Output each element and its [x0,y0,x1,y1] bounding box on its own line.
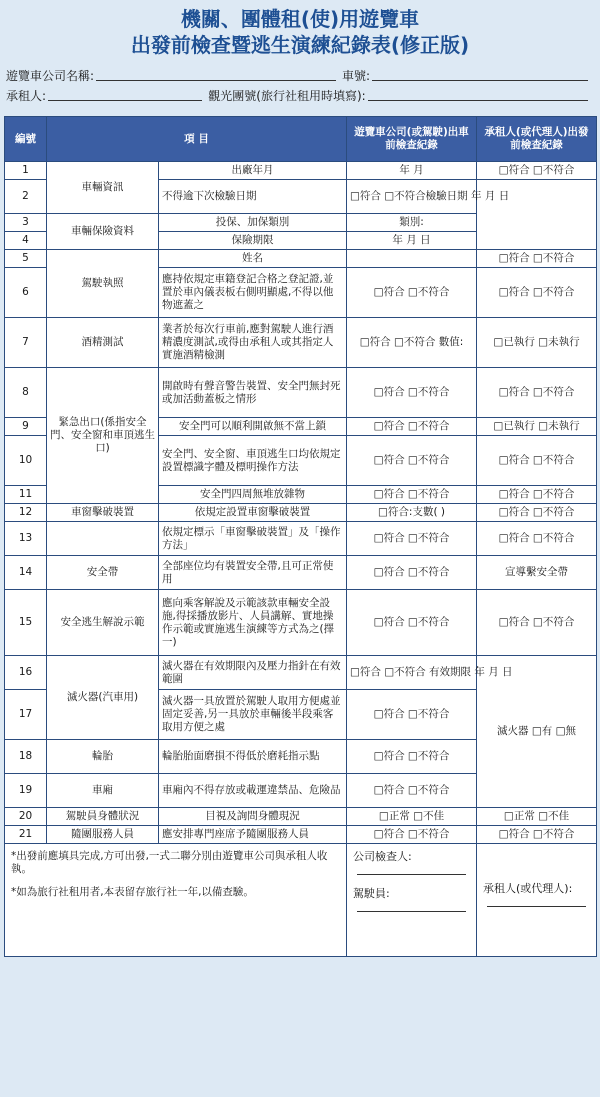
row-number: 13 [5,522,47,556]
checklist-table [4,116,597,957]
row-number: 15 [5,590,47,656]
note-1: *出發前應填具完成,方可出發,一式二聯分別由遊覽車公司與承租人收執。 [11,850,328,875]
row-number: 17 [5,690,47,740]
company-check-cell[interactable]: □符合 □不符合 [347,774,477,808]
row-item: 業者於每次行車前,應對駕駛人進行酒精濃度測試,或得由承租人或其指定人實施酒精檢測 [159,318,347,368]
row-number: 21 [5,826,47,844]
company-check-cell[interactable]: 年 月 [347,162,477,180]
renter-check-cell[interactable]: □符合 □不符合 [477,436,597,486]
company-check-cell[interactable]: □符合:支數( ) [347,504,477,522]
row-number: 4 [5,232,47,250]
row-category: 輪胎 [47,740,159,774]
header-no: 編號 [5,117,47,162]
row-item: 安全門可以順利開啟無不當上鎖 [159,418,347,436]
row-number: 11 [5,486,47,504]
table-header-row [5,117,597,162]
renter-check-cell[interactable]: □符合 □不符合 [477,486,597,504]
renter-signature-line[interactable] [487,905,586,907]
header-item: 項 目 [47,117,347,162]
row-item: 應安排專門座席予隨團服務人員 [159,826,347,844]
company-check-cell[interactable]: □符合 □不符合 [347,690,477,740]
row-item: 應向乘客解說及示範該款車輛安全設施,得採播放影片、人員講解、實地操作示範或實施逃生演練等方式為之(擇一) [159,590,347,656]
renter-check-cell[interactable]: 宣導繫安全帶 [477,556,597,590]
row-item: 車廂內不得存放或載運違禁品、危險品 [159,774,347,808]
renter-check-cell[interactable]: □已執行 □未執行 [477,418,597,436]
row-number: 1 [5,162,47,180]
renter-field[interactable] [48,99,202,101]
row-number: 2 [5,180,47,214]
row-item: 安全門、安全窗、車頂逃生口均依規定設置標識字體及標明操作方法 [159,436,347,486]
table-row [5,556,597,590]
row-category: 緊急出口(係指安全門、安全窗和車頂逃生口) [47,368,159,504]
row-item: 保險期限 [159,232,347,250]
row-item: 出廠年月 [159,162,347,180]
renter-check-cell[interactable]: □正常 □不佳 [477,808,597,826]
row-number: 16 [5,656,47,690]
table-row [5,522,597,556]
row-number: 3 [5,214,47,232]
table-row [5,826,597,844]
table-row [5,318,597,368]
company-check-cell[interactable]: □符合 □不符合 有效期限 年 月 日 [347,656,477,690]
row-item: 姓名 [159,250,347,268]
renter-check-cell[interactable]: □符合 □不符合 [477,504,597,522]
row-number: 8 [5,368,47,418]
row-number: 10 [5,436,47,486]
row-item: 應持依規定車籍登記合格之登記證,並置於車內儀表板右側明顯處,不得以他物遮蓋之 [159,268,347,318]
company-check-cell[interactable]: □符合 □不符合 [347,268,477,318]
company-field[interactable] [96,79,336,81]
row-category: 駕駛員身體狀況 [47,808,159,826]
company-check-cell[interactable]: □符合 □不符合 [347,418,477,436]
row-number: 5 [5,250,47,268]
table-row [5,368,597,418]
renter-check-cell[interactable]: □符合 □不符合 [477,826,597,844]
row-item: 投保、加保類別 [159,214,347,232]
row-item: 輪胎胎面磨損不得低於磨耗指示點 [159,740,347,774]
company-check-cell[interactable]: □符合 □不符合 [347,436,477,486]
company-check-cell[interactable]: 年 月 日 [347,232,477,250]
plate-field[interactable] [372,79,588,81]
company-check-cell[interactable] [347,250,477,268]
row-number: 18 [5,740,47,774]
row-category: 車廂 [47,774,159,808]
group-label: 觀光團號(旅行社租用時填寫): [208,89,366,103]
header-renter-check: 承租人(或代理人)出發前檢查紀錄 [477,117,597,162]
company-check-cell[interactable]: □符合 □不符合 [347,826,477,844]
title-line1: 機關、團體租(使)用遊覽車 [180,7,420,31]
table-row [5,250,597,268]
notes-cell [5,844,347,957]
row-number: 9 [5,418,47,436]
row-category: 車輛保險資料 [47,214,159,250]
company-label: 遊覽車公司名稱: [6,69,95,83]
row-category: 酒精測試 [47,318,159,368]
driver-label: 駕駛員: [353,887,390,900]
row-category: 車輛資訊 [47,162,159,214]
table-row [5,590,597,656]
company-check-cell[interactable]: □符合 □不符合 [347,368,477,418]
renter-check-cell[interactable]: □符合 □不符合 [477,162,597,180]
table-body [5,162,597,844]
plate-label: 車號: [342,69,371,83]
row-item: 目視及詢問身體現況 [159,808,347,826]
company-check-cell[interactable]: □符合 □不符合 [347,522,477,556]
title-line2: 出發前檢查暨逃生演練紀錄表(修正版) [130,33,470,57]
company-check-cell[interactable]: □符合 □不符合 [347,740,477,774]
row-number: 19 [5,774,47,808]
row-category: 車窗擊破裝置 [47,504,159,522]
table-row [5,656,597,690]
company-signature-cell [347,844,477,957]
table-row [5,162,597,180]
group-field[interactable] [368,99,588,101]
company-check-cell[interactable]: □符合 □不符合 [347,556,477,590]
header-fields [0,64,600,104]
row-number: 12 [5,504,47,522]
driver-signature-line[interactable] [357,910,466,912]
renter-check-cell[interactable]: □符合 □不符合 [477,268,597,318]
row-item: 依規定標示「車窗擊破裝置」及「操作方法」 [159,522,347,556]
renter-signature-cell [477,844,597,957]
renter-check-cell[interactable]: □符合 □不符合 [477,590,597,656]
renter-check-cell[interactable]: □符合 □不符合 [477,250,597,268]
footer-row [5,844,597,957]
row-category: 安全逃生解說示範 [47,590,159,656]
renter-check-cell[interactable]: 滅火器 □有 □無 [477,656,597,808]
company-check-cell[interactable]: □符合 □不符合 [347,486,477,504]
row-item: 依規定設置車窗擊破裝置 [159,504,347,522]
renter-check-cell[interactable]: □符合 □不符合 [477,368,597,418]
row-item: 全部座位均有裝置安全帶,且可正常使用 [159,556,347,590]
company-check-cell[interactable]: 類別: [347,214,477,232]
row-number: 7 [5,318,47,368]
table-row [5,808,597,826]
row-item: 不得逾下次檢驗日期 [159,180,347,214]
company-check-cell[interactable]: □符合 □不符合 [347,590,477,656]
row-category: 隨團服務人員 [47,826,159,844]
inspector-label: 公司檢查人: [353,850,412,863]
renter-label: 承租人: [6,89,47,103]
company-check-cell[interactable]: □正常 □不佳 [347,808,477,826]
row-item: 安全門四周無堆放雜物 [159,486,347,504]
row-item: 開啟時有聲音警告裝置、安全門無封死或加活動蓋板之情形 [159,368,347,418]
row-item: 滅火器在有效期限內及壓力指針在有效範圍 [159,656,347,690]
row-number: 20 [5,808,47,826]
table-row [5,504,597,522]
note-2: *如為旅行社租用者,本表留存旅行社一年,以備查驗。 [11,886,254,898]
company-check-cell[interactable]: □符合 □不符合 數值: [347,318,477,368]
inspector-signature-line[interactable] [357,873,466,875]
renter-check-cell[interactable]: □符合 □不符合 [477,522,597,556]
header-company-check: 遊覽車公司(或駕駛)出車前檢查紀錄 [347,117,477,162]
renter-sign-label: 承租人(或代理人): [483,881,573,895]
row-category [47,522,159,556]
row-category: 滅火器(汽車用) [47,656,159,740]
row-item: 滅火器一具放置於駕駛人取用方便處並固定妥善,另一具放於車輛後半段乘客取用方便之處 [159,690,347,740]
row-category: 駕駛執照 [47,250,159,318]
row-category: 安全帶 [47,556,159,590]
row-number: 6 [5,268,47,318]
form-title [0,0,600,58]
renter-check-cell[interactable]: □已執行 □未執行 [477,318,597,368]
company-check-cell[interactable]: □符合 □不符合檢驗日期 年 月 日 [347,180,477,214]
row-number: 14 [5,556,47,590]
